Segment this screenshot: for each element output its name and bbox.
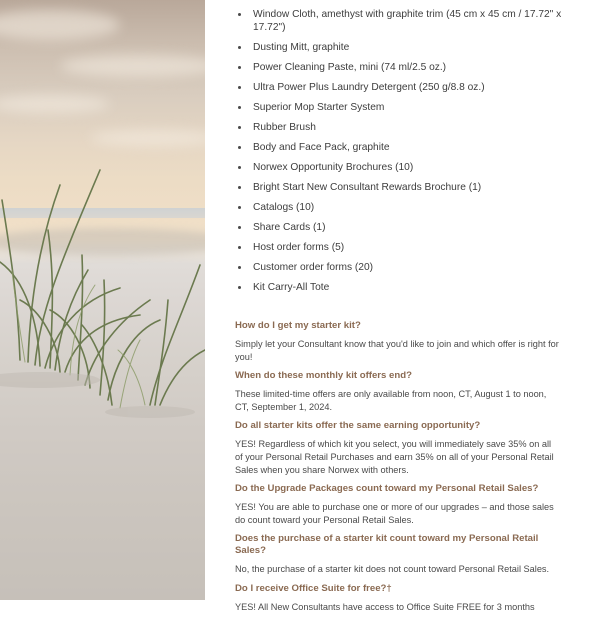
list-item: Kit Carry-All Tote	[235, 281, 565, 294]
starter-kit-contents-list	[235, 0, 565, 301]
list-item: Ultra Power Plus Laundry Detergent (250 g/8.8 oz.)	[235, 81, 565, 94]
faq-question: Does the purchase of a starter kit count toward my Personal Retail Sales?	[235, 533, 539, 557]
list-item: Power Cleaning Paste, mini (74 ml/2.5 oz.)	[235, 61, 565, 74]
faq-answer: YES! All New Consultants have access to Office Suite FREE for 3 months	[235, 601, 535, 612]
list-item: Rubber Brush	[235, 121, 565, 134]
list-item: Dusting Mitt, graphite	[235, 41, 565, 54]
faq-question: When do these monthly kit offers end?	[235, 370, 412, 382]
list-item: Window Cloth, amethyst with graphite trim (45 cm x 45 cm / 17.72" x 17.72")	[235, 8, 565, 34]
faq-answer: YES! You are able to purchase one or more of our upgrades – and those sales do count toward your Personal Retail Sales.	[235, 502, 554, 525]
faq-answer: These limited-time offers are only available from noon, CT, August 1 to noon, CT, September 1, 2024.	[235, 389, 547, 412]
list-item: Share Cards (1)	[235, 221, 565, 234]
grass-illustration	[0, 0, 205, 600]
faq-answer: YES! Regardless of which kit you select, you will immediately save 35% on all of your Personal Retail Purchases and earn 35% on all of your Personal Retail Sales when you share Norwex with others.	[235, 439, 554, 475]
faq-question: Do all starter kits offer the same earning opportunity?	[235, 420, 481, 432]
list-item: Bright Start New Consultant Rewards Brochure (1)	[235, 181, 565, 194]
list-item: Norwex Opportunity Brochures (10)	[235, 161, 565, 174]
beach-grass-photo	[0, 0, 205, 600]
list-item: Body and Face Pack, graphite	[235, 141, 565, 154]
list-item: Host order forms (5)	[235, 241, 565, 254]
faq-question: How do I get my starter kit?	[235, 320, 361, 331]
list-item: Catalogs (10)	[235, 201, 565, 214]
kit-details-column	[235, 0, 565, 612]
faq-answer: Simply let your Consultant know that you'd like to join and which offer is right for you!	[235, 339, 559, 362]
faq-answer: No, the purchase of a starter kit does not count toward Personal Retail Sales.	[235, 564, 550, 575]
faq-question: Do I receive Office Suite for free?†	[235, 582, 392, 594]
list-item	[235, 0, 565, 1]
list-item: Superior Mop Starter System	[235, 101, 565, 114]
list-item: Customer order forms (20)	[235, 261, 565, 274]
faq-section	[235, 320, 560, 621]
faq-question: Do the Upgrade Packages count toward my Personal Retail Sales?	[235, 483, 539, 495]
